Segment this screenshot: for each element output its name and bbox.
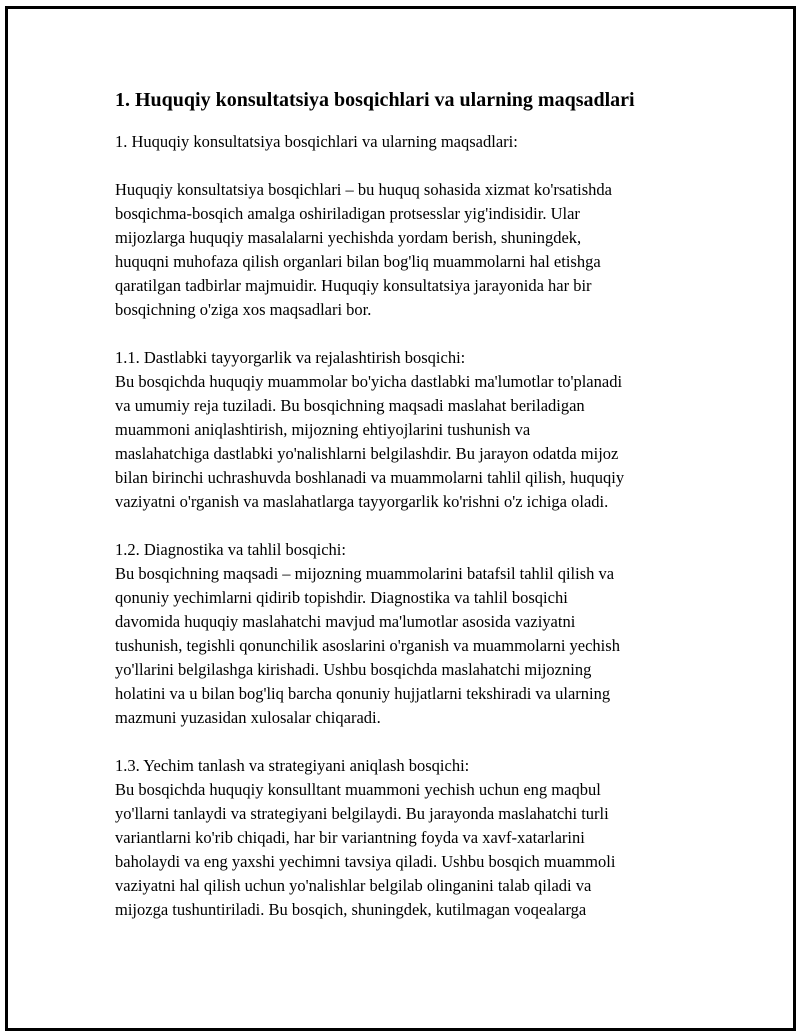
text-line: bilan birinchi uchrashuvda boshlanadi va muammolarni tahlil qilish, huquqiy [115,468,625,487]
text-line: Bu bosqichning maqsadi – mijozning muammolarini batafsil tahlil qilish va [115,564,615,583]
text-line: 1.2. Diagnostika va tahlil bosqichi: [115,540,346,559]
text-line: qaratilgan tadbirlar majmuidir. Huquqiy konsultatsiya jarayonida har bir [115,276,592,295]
text-line: davomida huquqiy maslahatchi mavjud ma'lumotlar asosida vaziyatni [115,612,576,631]
text-line: mijozga tushuntiriladi. Bu bosqich, shuningdek, kutilmagan voqealarga [115,900,587,919]
text-line: tushunish, tegishli qonunchilik asoslarini o'rganish va muammolarni yechish [115,636,620,655]
text-line: yo'llarni tanlaydi va strategiyani belgilaydi. Bu jarayonda maslahatchi turli [115,804,609,823]
paragraph [115,754,685,922]
text-line: variantlarni ko'rib chiqadi, har bir variantning foyda va xavf-xatarlarini [115,828,585,847]
text-line: bosqichning o'ziga xos maqsadlari bor. [115,300,372,319]
paragraph [115,178,685,322]
text-line: maslahatchiga dastlabki yo'nalishlarni belgilashdir. Bu jarayon odatda mijoz [115,444,619,463]
text-line: Huquqiy konsultatsiya bosqichlari – bu huquq sohasida xizmat ko'rsatishda [115,180,612,199]
text-line: Bu bosqichda huquqiy muammolar bo'yicha dastlabki ma'lumotlar to'planadi [115,372,623,391]
paragraphs-container [115,178,685,922]
text-line: qonuniy yechimlarni qidirib topishdir. Diagnostika va tahlil bosqichi [115,588,568,607]
text-line: 1.1. Dastlabki tayyorgarlik va rejalashtirish bosqichi: [115,348,466,367]
text-line: bosqichma-bosqich amalga oshiriladigan protsesslar yig'indisidir. Ular [115,204,580,223]
text-line: mazmuni yuzasidan xulosalar chiqaradi. [115,708,381,727]
text-line: 1.3. Yechim tanlash va strategiyani aniqlash bosqichi: [115,756,470,775]
text-line: va umumiy reja tuziladi. Bu bosqichning maqsadi maslahat beriladigan [115,396,585,415]
text-line: vaziyatni o'rganish va maslahatlarga tayyorgarlik ko'rishni o'z ichiga oladi. [115,492,609,511]
text-line: vaziyatni hal qilish uchun yo'nalishlar belgilab olinganini talab qiladi va [115,876,592,895]
text-line: huquqni muhofaza qilish organlari bilan bog'liq muammolarni hal etishga [115,252,601,271]
text-line: Bu bosqichda huquqiy konsulltant muammoni yechish uchun eng maqbul [115,780,601,799]
paragraph [115,346,685,514]
text-line: mijozlarga huquqiy masalalarni yechishda yordam berish, shuningdek, [115,228,582,247]
text-line: muammoni aniqlashtirish, mijozning ehtiyojlarini tushunish va [115,420,531,439]
document-body [115,88,685,922]
document-title: 1. Huquqiy konsultatsiya bosqichlari va ularning maqsadlari [115,89,635,111]
section-heading: 1. Huquqiy konsultatsiya bosqichlari va ularning maqsadlari: [115,132,518,151]
text-line: yo'llarini belgilashga kirishadi. Ushbu bosqichda maslahatchi mijozning [115,660,592,679]
text-line: holatini va u bilan bog'liq barcha qonuniy hujjatlarni tekshiradi va ularning [115,684,611,703]
paragraph [115,538,685,730]
text-line: baholaydi va eng yaxshi yechimni tavsiya qiladi. Ushbu bosqich muammoli [115,852,616,871]
